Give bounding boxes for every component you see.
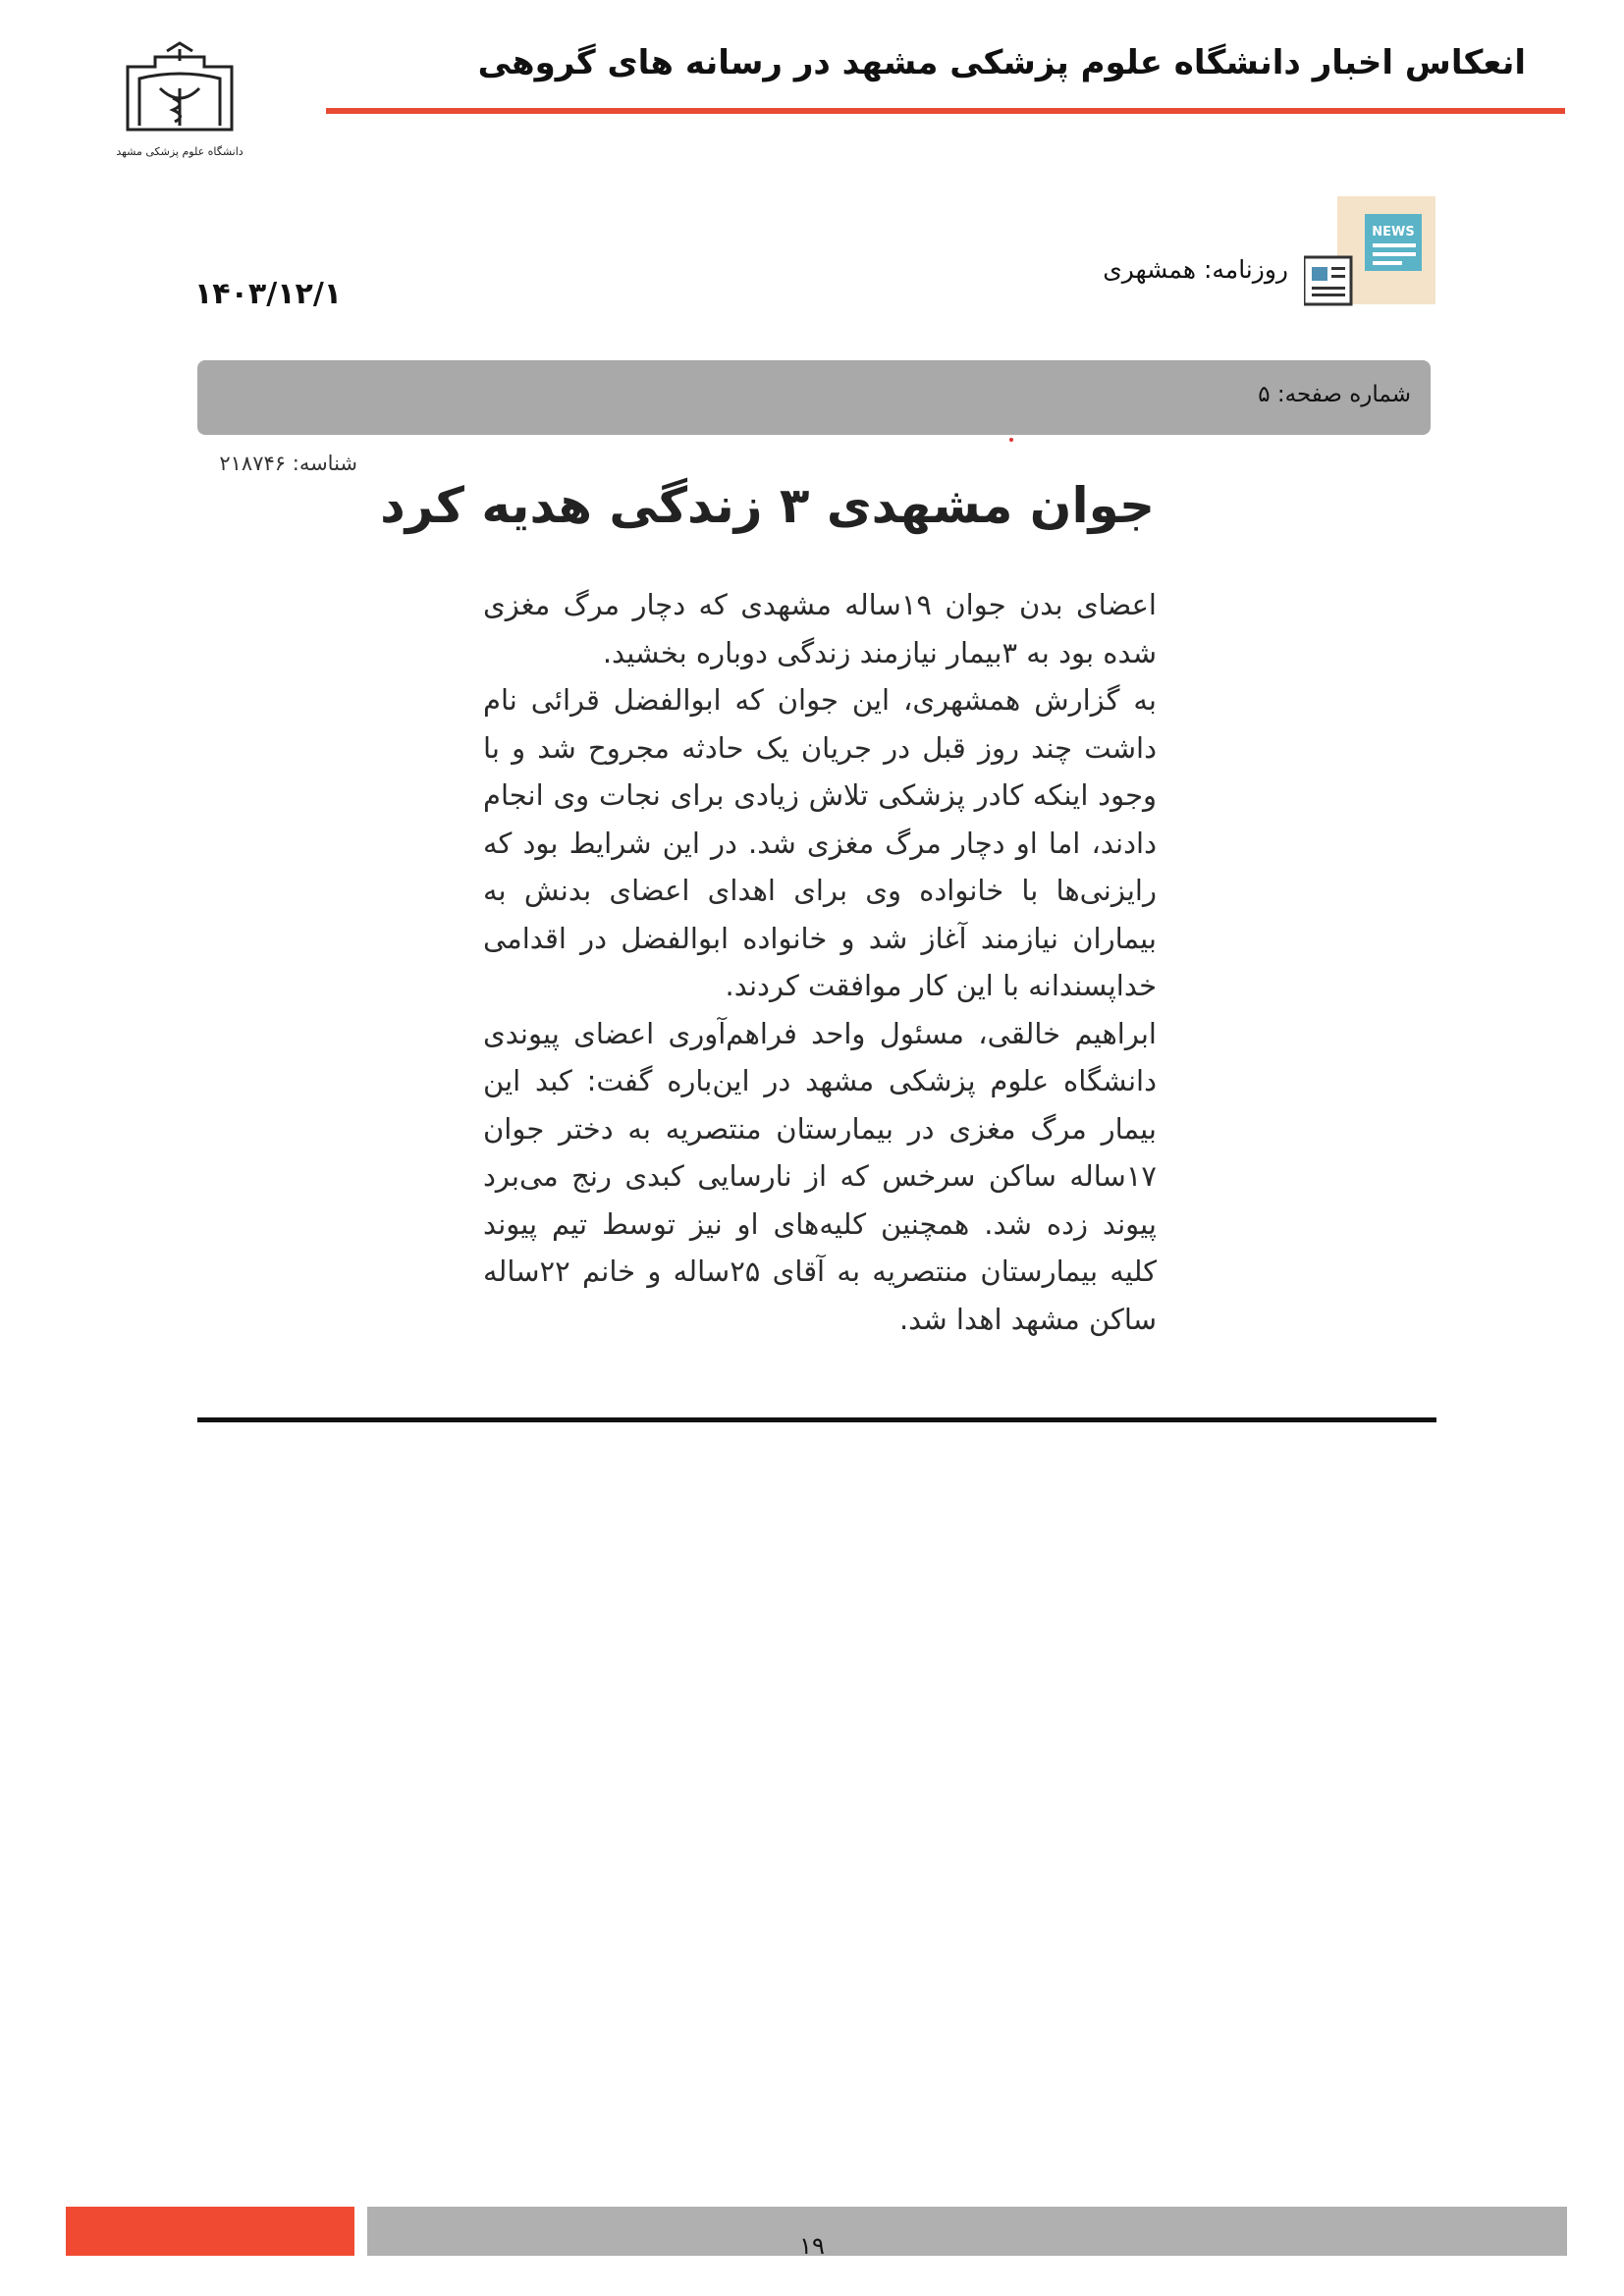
- newspaper-icon: [1304, 196, 1435, 308]
- red-dot-mark: [1009, 438, 1013, 442]
- page-info-bar: [197, 360, 1431, 435]
- report-title: انعکاس اخبار دانشگاه علوم پزشکی مشهد در رسانه های گروهی: [477, 43, 1526, 82]
- newspaper-page-number: شماره صفحه: ۵: [1258, 382, 1411, 407]
- newspaper-source: روزنامه: همشهری: [1103, 255, 1288, 284]
- logo-caption: دانشگاه علوم پزشکی مشهد: [116, 145, 244, 158]
- university-logo: [116, 39, 244, 167]
- page-number: ۱۹: [799, 2232, 825, 2260]
- article-id: شناسه: ۲۱۸۷۴۶: [219, 452, 357, 475]
- publication-date: ۱۴۰۳/۱۲/۱: [194, 277, 343, 311]
- article-end-rule: [197, 1417, 1436, 1422]
- article-headline: جوان مشهدی ۳ زندگی هدیه کرد: [380, 477, 1155, 534]
- article-paragraph: اعضای بدن جوان ۱۹ساله مشهدی که دچار مرگ مغزی شده بود به ۳بیمار نیازمند زندگی دوباره بخشید.: [483, 588, 1157, 669]
- article-paragraph: به گزارش همشهری، این جوان که ابوالفضل قرائی نام داشت چند روز قبل در جریان یک حادثه مجروح شد و با وجود اینکه کادر پزشکی تلاش زیادی برای نجات وی انجام دادند، اما او دچار مرگ مغزی شد. در این شرایط بود که رایزنی‌ها با خانواده وی برای اهدای اعضای بدنش به بیماران نیازمند آغاز شد و خانواده ابوالفضل در اقدامی خداپسندانه با این کار موافقت کردند.: [483, 683, 1157, 1002]
- news-icon-label: NEWS: [1372, 225, 1415, 240]
- article-body: [483, 581, 1157, 1343]
- header-rule: [326, 108, 1565, 114]
- article-paragraph: ابراهیم خالقی، مسئول واحد فراهم‌آوری اعضای پیوندی دانشگاه علوم پزشکی مشهد در این‌باره گفت: کبد این بیمار مرگ مغزی در بیمارستان منتصریه به دختر جوان ۱۷ساله ساکن سرخس که از نارسایی کبدی رنج می‌برد پیوند زده شد. همچنین کلیه‌های او نیز توسط تیم پیوند کلیه بیمارستان منتصریه به آقای ۲۵ساله و خانم ۲۲ساله ساکن مشهد اهدا شد.: [483, 1016, 1158, 1336]
